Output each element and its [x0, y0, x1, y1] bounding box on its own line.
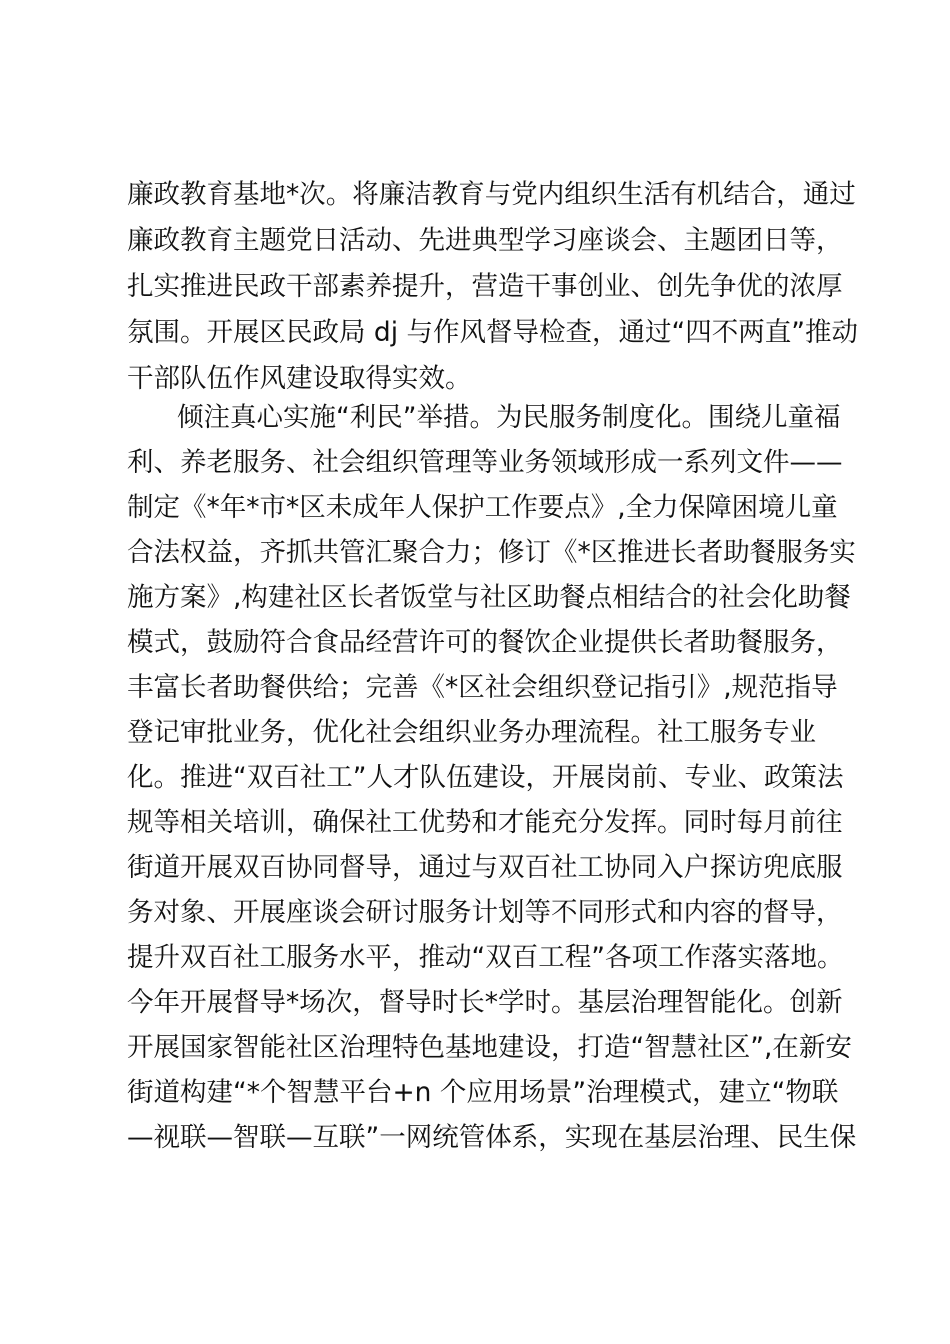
paragraph-1-line: 氛围。开展区民政局 dj 与作风督导检查，通过“四不两直”推动: [127, 317, 858, 348]
paragraph-2-line: 丰富长者助餐供给；完善《*区社会组织登记指引》,规范指导: [127, 672, 838, 703]
paragraph-2-line: 制定《*年*市*区未成年人保护工作要点》,全力保障困境儿童: [127, 492, 838, 523]
paragraph-1-line: 廉政教育基地*次。将廉洁教育与党内组织生活有机结合，通过: [127, 179, 856, 210]
paragraph-2-line: 务对象、开展座谈会研讨服务计划等不同形式和内容的督导，: [127, 897, 843, 928]
paragraph-2-line: 施方案》,构建社区长者饭堂与社区助餐点相结合的社会化助餐: [127, 582, 851, 613]
paragraph-2-line: 今年开展督导*场次，督导时长*学时。基层治理智能化。创新: [127, 987, 843, 1018]
paragraph-2-line: 街道开展双百协同督导，通过与双百社工协同入户探访兜底服: [127, 852, 843, 883]
paragraph-2-line: 利、养老服务、社会组织管理等业务领域形成一系列文件——: [127, 447, 843, 478]
paragraph-2-line: —视联—智联—互联”一网统管体系，实现在基层治理、民生保: [127, 1122, 857, 1153]
paragraph-1-line: 扎实推进民政干部素养提升，营造干事创业、创先争优的浓厚: [127, 271, 843, 302]
paragraph-2-line: 街道构建“*个智慧平台+n 个应用场景”治理模式，建立“物联: [127, 1077, 839, 1108]
paragraph-2-line: 规等相关培训，确保社工优势和才能充分发挥。同时每月前往: [127, 807, 843, 838]
paragraph-2-line: 模式，鼓励符合食品经营许可的餐饮企业提供长者助餐服务，: [127, 627, 843, 658]
paragraph-2-line: 提升双百社工服务水平，推动“双百工程”各项工作落实落地。: [127, 942, 844, 973]
paragraph-1-line: 干部队伍作风建设取得实效。: [127, 363, 472, 394]
paragraph-2-line: 登记审批业务，优化社会组织业务办理流程。社工服务专业: [127, 717, 816, 748]
paragraph-2-line: 合法权益，齐抓共管汇聚合力；修订《*区推进长者助餐服务实: [127, 537, 856, 568]
paragraph-2-first-line: 倾注真心实施“利民”举措。为民服务制度化。围绕儿童福: [177, 402, 841, 433]
paragraph-2-line: 化。推进“双百社工”人才队伍建设，开展岗前、专业、政策法: [127, 762, 844, 793]
paragraph-2-line: 开展国家智能社区治理特色基地建设，打造“智慧社区”,在新安: [127, 1032, 852, 1063]
paragraph-1-line: 廉政教育主题党日活动、先进典型学习座谈会、主题团日等，: [127, 225, 843, 256]
